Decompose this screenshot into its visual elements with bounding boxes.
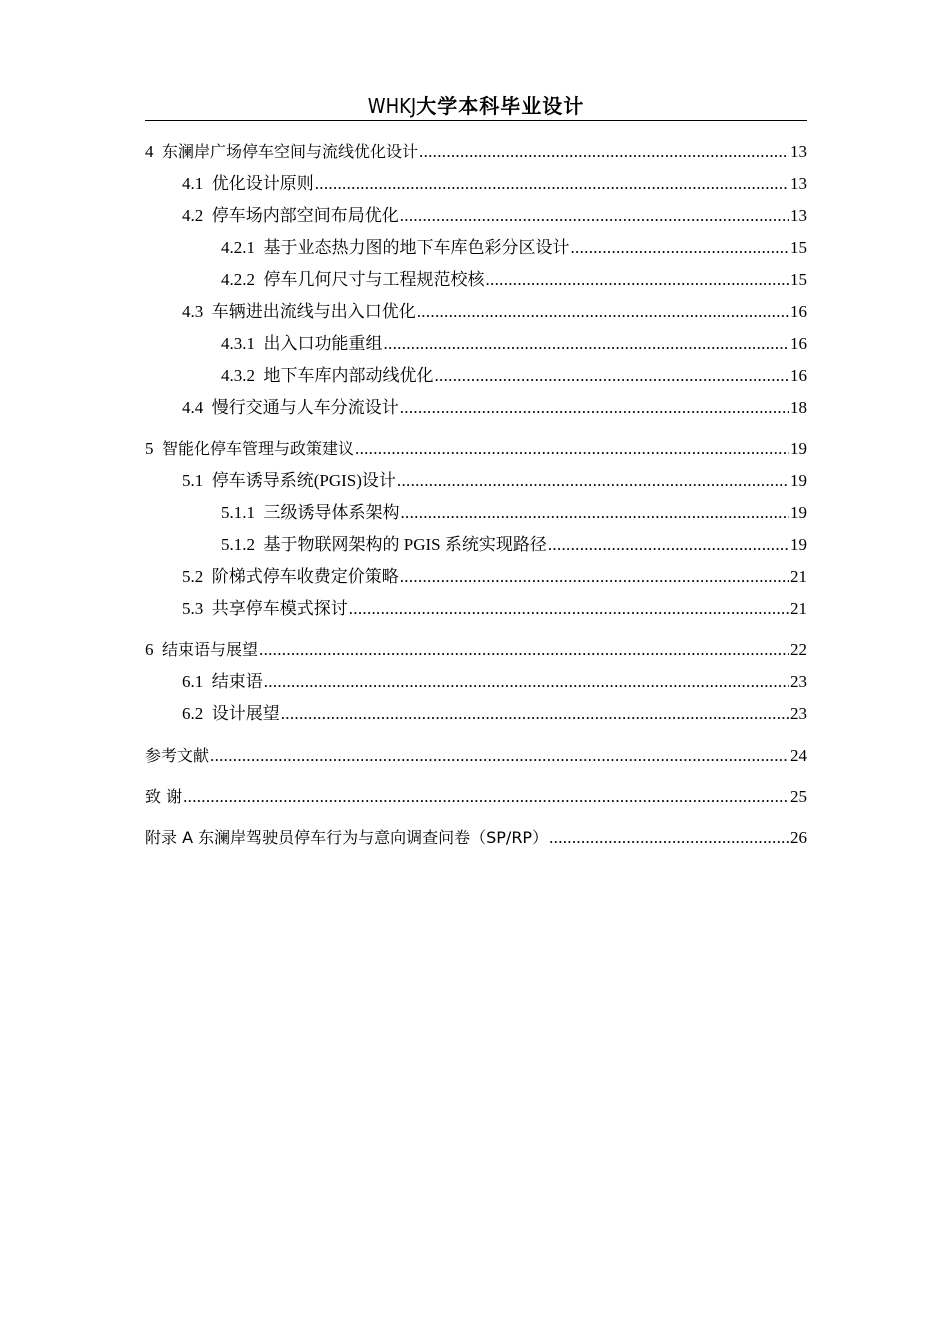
toc-dot-leader: [417, 298, 789, 326]
toc-entry-title: 停车几何尺寸与工程规范校核: [263, 270, 485, 289]
toc-entry-number: 4: [145, 142, 162, 161]
toc-entry-page: 13: [790, 206, 807, 225]
toc-dot-leader: [315, 170, 789, 198]
toc-entry-page: 18: [790, 398, 807, 417]
toc-dot-leader: [486, 266, 790, 294]
toc-entry[interactable]: [145, 330, 807, 358]
toc-entry[interactable]: [145, 824, 807, 852]
toc-entry[interactable]: [145, 234, 807, 262]
toc-entry-number: 6: [145, 640, 162, 659]
toc-entry-page: 16: [790, 334, 807, 353]
toc-entry-number: 4.3.2: [221, 366, 264, 385]
toc-dot-leader: [571, 234, 790, 262]
page-header: [145, 92, 807, 121]
toc-entry[interactable]: [145, 266, 807, 294]
toc-dot-leader: [259, 636, 789, 664]
toc-entry[interactable]: [145, 467, 807, 495]
header-latin: WHKJ: [367, 94, 417, 118]
toc-entry[interactable]: [145, 138, 807, 166]
toc-entry-title: 致 谢: [145, 787, 183, 806]
toc-entry-title: 智能化停车管理与政策建议: [162, 439, 355, 458]
toc-entry-page: 19: [790, 439, 807, 458]
toc-entry-number: 4.2: [182, 206, 212, 225]
toc-entry-title: 结束语与展望: [162, 640, 259, 659]
toc-entry-page: 15: [790, 270, 807, 289]
toc-entry-number: 4.2.1: [221, 238, 264, 257]
toc-entry-title: 优化设计原则: [211, 174, 314, 193]
toc-dot-leader: [400, 563, 789, 591]
toc-entry-page: 15: [790, 238, 807, 257]
toc-entry-title: 结束语: [211, 672, 263, 691]
toc-entry-number: 4.1: [182, 174, 212, 193]
toc-entry-title: 停车诱导系统(PGIS)设计: [211, 471, 396, 490]
toc-entry-title: 附录 A 东澜岸驾驶员停车行为与意向调查问卷（SP/RP）: [145, 828, 549, 847]
toc-entry[interactable]: [145, 563, 807, 591]
toc-dot-leader: [355, 435, 789, 463]
toc-entry[interactable]: [145, 531, 807, 559]
toc-entry-page: 23: [790, 672, 807, 691]
toc-entry[interactable]: [145, 499, 807, 527]
toc-entry-page: 13: [790, 174, 807, 193]
toc-entry-number: 5.1: [182, 471, 212, 490]
toc-entry-title: 基于业态热力图的地下车库色彩分区设计: [263, 238, 570, 257]
toc-entry-title: 设计展望: [211, 704, 280, 723]
toc-entry-number: 5.3: [182, 599, 212, 618]
toc-entry-page: 23: [790, 704, 807, 723]
toc-dot-leader: [397, 467, 789, 495]
toc-dot-leader: [400, 394, 789, 422]
toc-entry[interactable]: [145, 636, 807, 664]
toc-entry-page: 19: [790, 503, 807, 522]
toc-entry-title: 基于物联网架构的 PGIS 系统实现路径: [263, 535, 547, 554]
toc-dot-leader: [264, 668, 789, 696]
toc-entry-number: 6.1: [182, 672, 212, 691]
toc-entry-title: 停车场内部空间布局优化: [211, 206, 399, 225]
toc-entry-title: 东澜岸广场停车空间与流线优化设计: [162, 142, 419, 161]
toc-entry-number: 4.3: [182, 302, 212, 321]
toc-dot-leader: [401, 499, 790, 527]
toc-entry-title: 出入口功能重组: [263, 334, 383, 353]
toc-entry-number: 4.3.1: [221, 334, 264, 353]
toc-entry-page: 26: [790, 828, 807, 847]
toc-entry-number: 5.1.1: [221, 503, 264, 522]
toc-dot-leader: [183, 783, 789, 811]
toc-entry-title: 慢行交通与人车分流设计: [211, 398, 399, 417]
toc-entry-number: 4.4: [182, 398, 212, 417]
toc-dot-leader: [548, 531, 789, 559]
toc-dot-leader: [435, 362, 790, 390]
toc-entry-number: 6.2: [182, 704, 212, 723]
toc-entry[interactable]: [145, 595, 807, 623]
toc-entry-title: 地下车库内部动线优化: [263, 366, 434, 385]
toc-entry[interactable]: [145, 362, 807, 390]
toc-entry-title: 阶梯式停车收费定价策略: [211, 567, 399, 586]
toc-entry-page: 25: [790, 787, 807, 806]
toc-dot-leader: [400, 202, 789, 230]
toc-dot-leader: [281, 700, 789, 728]
toc-entry-page: 19: [790, 471, 807, 490]
toc-dot-leader: [384, 330, 790, 358]
toc-entry-title: 参考文献: [145, 746, 210, 765]
toc-entry-page: 13: [790, 142, 807, 161]
toc-entry-page: 16: [790, 366, 807, 385]
toc-entry[interactable]: [145, 668, 807, 696]
toc-dot-leader: [349, 595, 789, 623]
toc-entry-page: 22: [790, 640, 807, 659]
toc-entry-number: 5.2: [182, 567, 212, 586]
toc-entry-page: 21: [790, 599, 807, 618]
toc-entry-title: 三级诱导体系架构: [263, 503, 400, 522]
toc-dot-leader: [419, 138, 789, 166]
toc-entry[interactable]: [145, 435, 807, 463]
toc-entry[interactable]: [145, 202, 807, 230]
toc-entry[interactable]: [145, 170, 807, 198]
toc-entry-page: 24: [790, 746, 807, 765]
toc-dot-leader: [210, 742, 789, 770]
toc-entry[interactable]: [145, 783, 807, 811]
toc-entry-number: 5.1.2: [221, 535, 264, 554]
toc-entry[interactable]: [145, 700, 807, 728]
toc-entry[interactable]: [145, 298, 807, 326]
toc-entry-title: 车辆进出流线与出入口优化: [211, 302, 416, 321]
toc-entry-number: 4.2.2: [221, 270, 264, 289]
toc-entry[interactable]: [145, 394, 807, 422]
toc-entry-page: 19: [790, 535, 807, 554]
toc-entry[interactable]: [145, 742, 807, 770]
toc-entry-page: 16: [790, 302, 807, 321]
toc-dot-leader: [549, 824, 789, 852]
toc-entry-number: 5: [145, 439, 162, 458]
toc-entry-title: 共享停车模式探讨: [211, 599, 348, 618]
header-title: 大学本科毕业设计: [416, 94, 585, 118]
toc-entry-page: 21: [790, 567, 807, 586]
